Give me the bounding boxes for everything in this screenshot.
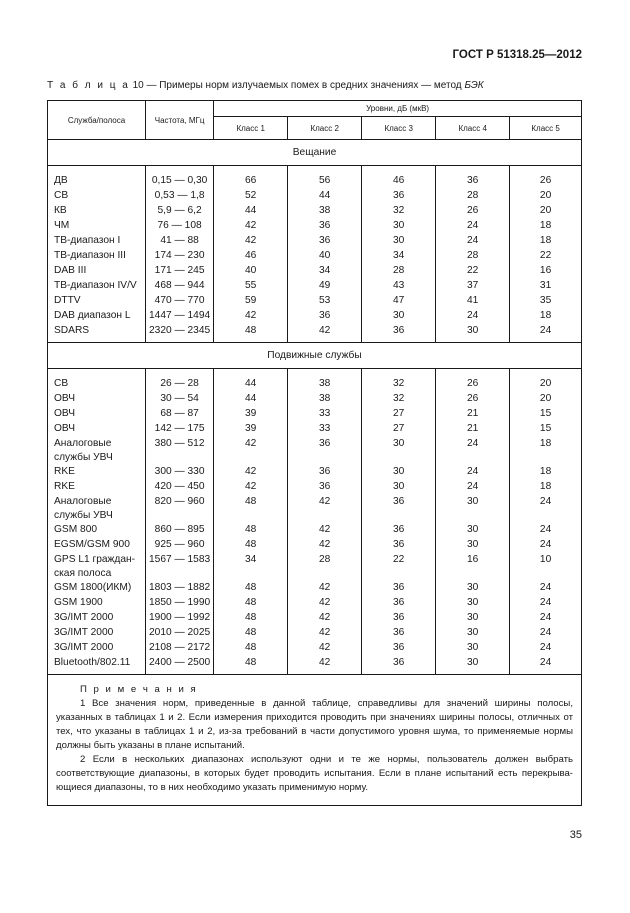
level-cell: 34: [214, 553, 288, 581]
level-cell: 26: [436, 204, 510, 219]
table-body: [48, 140, 582, 806]
level-cell: 52: [214, 189, 288, 204]
level-cell: 36: [436, 174, 510, 189]
level-cell: 48: [214, 538, 288, 553]
level-cell: 48: [214, 641, 288, 656]
table-row: [48, 294, 582, 309]
level-cell: 36: [362, 538, 436, 553]
table-row: [48, 596, 582, 611]
frequency-cell: 171 — 245: [146, 264, 214, 279]
spacer-cell: [362, 369, 436, 378]
spacer-cell: [510, 166, 582, 175]
spacer-cell: [214, 369, 288, 378]
table-row: [48, 422, 582, 437]
spacer-cell: [288, 166, 362, 175]
service-cell: 3G/IMT 2000: [48, 611, 146, 626]
service-cell: СВ: [48, 189, 146, 204]
table-row: [48, 538, 582, 553]
page-number: 35: [569, 829, 582, 841]
table-row: [48, 174, 582, 189]
spacer-cell: [362, 166, 436, 175]
level-cell: 36: [362, 523, 436, 538]
frequency-cell: 470 — 770: [146, 294, 214, 309]
level-cell: 36: [362, 641, 436, 656]
service-cell: ДВ: [48, 174, 146, 189]
level-cell: 42: [214, 309, 288, 324]
level-cell: 28: [362, 264, 436, 279]
level-cell: 42: [288, 324, 362, 343]
service-cell: КВ: [48, 204, 146, 219]
level-cell: 42: [288, 495, 362, 523]
level-cell: 36: [288, 309, 362, 324]
service-cell: 3G/IMT 2000: [48, 641, 146, 656]
table-row: [48, 641, 582, 656]
level-cell: 18: [510, 219, 582, 234]
level-cell: 55: [214, 279, 288, 294]
level-cell: 18: [510, 234, 582, 249]
level-cell: 34: [362, 249, 436, 264]
frequency-cell: 820 — 960: [146, 495, 214, 523]
level-cell: 40: [288, 249, 362, 264]
level-cell: 38: [288, 392, 362, 407]
level-cell: 26: [436, 377, 510, 392]
document-code: ГОСТ Р 51318.25—2012: [452, 49, 582, 61]
level-cell: 16: [510, 264, 582, 279]
level-cell: 42: [288, 523, 362, 538]
level-cell: 20: [510, 392, 582, 407]
level-cell: 30: [436, 656, 510, 675]
level-cell: 36: [362, 626, 436, 641]
level-cell: 33: [288, 422, 362, 437]
spacer-cell: [214, 166, 288, 175]
level-cell: 46: [214, 249, 288, 264]
frequency-cell: 30 — 54: [146, 392, 214, 407]
level-cell: 42: [214, 234, 288, 249]
level-cell: 24: [510, 495, 582, 523]
section-title: Вещание: [48, 140, 582, 166]
level-cell: 20: [510, 204, 582, 219]
header-levels: Уровни, дБ (мкВ): [214, 101, 582, 117]
level-cell: 24: [436, 309, 510, 324]
service-cell: DTTV: [48, 294, 146, 309]
level-cell: 30: [436, 495, 510, 523]
table-row: [48, 204, 582, 219]
level-cell: 30: [362, 465, 436, 480]
level-cell: 18: [510, 480, 582, 495]
level-cell: 21: [436, 422, 510, 437]
table-row: [48, 219, 582, 234]
service-cell: DAB диапазон L: [48, 309, 146, 324]
table-row: [48, 279, 582, 294]
table-row: [48, 234, 582, 249]
header-class: Класс 2: [288, 117, 362, 140]
level-cell: 48: [214, 495, 288, 523]
level-cell: 66: [214, 174, 288, 189]
level-cell: 15: [510, 422, 582, 437]
level-cell: 39: [214, 422, 288, 437]
level-cell: 34: [288, 264, 362, 279]
emission-limits-table: [47, 100, 582, 806]
level-cell: 22: [510, 249, 582, 264]
service-cell: ОВЧ: [48, 392, 146, 407]
frequency-cell: 68 — 87: [146, 407, 214, 422]
level-cell: 24: [436, 234, 510, 249]
level-cell: 18: [510, 309, 582, 324]
notes-row: [48, 675, 582, 806]
table-row: [48, 626, 582, 641]
level-cell: 40: [214, 264, 288, 279]
frequency-cell: 860 — 895: [146, 523, 214, 538]
spacer-cell: [288, 369, 362, 378]
level-cell: 32: [362, 392, 436, 407]
service-cell: GSM 1900: [48, 596, 146, 611]
level-cell: 18: [510, 465, 582, 480]
level-cell: 30: [436, 324, 510, 343]
level-cell: 33: [288, 407, 362, 422]
level-cell: 24: [436, 437, 510, 465]
service-cell: GSM 1800(ИКМ): [48, 581, 146, 596]
level-cell: 42: [214, 437, 288, 465]
level-cell: 26: [436, 392, 510, 407]
frequency-cell: 420 — 450: [146, 480, 214, 495]
level-cell: 24: [510, 581, 582, 596]
level-cell: 18: [510, 437, 582, 465]
level-cell: 44: [214, 204, 288, 219]
table-row: [48, 495, 582, 523]
section-header: [48, 140, 582, 166]
service-cell: GSM 800: [48, 523, 146, 538]
service-cell: SDARS: [48, 324, 146, 343]
table-row: [48, 437, 582, 465]
level-cell: 43: [362, 279, 436, 294]
level-cell: 41: [436, 294, 510, 309]
level-cell: 20: [510, 377, 582, 392]
level-cell: 22: [436, 264, 510, 279]
level-cell: 10: [510, 553, 582, 581]
level-cell: 32: [362, 377, 436, 392]
service-cell: Аналоговые службы УВЧ: [48, 495, 146, 523]
level-cell: 24: [436, 219, 510, 234]
level-cell: 36: [288, 437, 362, 465]
caption-prefix: Т а б л и ц а: [47, 80, 130, 91]
service-cell: GPS L1 граждан-ская полоса: [48, 553, 146, 581]
note-item: 2 Если в нескольких диапазонах используют одни и те же нормы, пользователь должен выбрать соответствующие диапазоны, в которых будет проводить испытания. Если в плане испытаний есть перекрыва-ющиеся диапазоны, то в них необходимо указать применимую норму.: [56, 754, 573, 793]
frequency-cell: 2108 — 2172: [146, 641, 214, 656]
frequency-cell: 925 — 960: [146, 538, 214, 553]
table-row: [48, 553, 582, 581]
level-cell: 48: [214, 626, 288, 641]
frequency-cell: 1850 — 1990: [146, 596, 214, 611]
level-cell: 22: [362, 553, 436, 581]
frequency-cell: 0,15 — 0,30: [146, 174, 214, 189]
level-cell: 42: [288, 656, 362, 675]
level-cell: 30: [362, 437, 436, 465]
level-cell: 20: [510, 189, 582, 204]
level-cell: 30: [362, 480, 436, 495]
spacer-row: [48, 166, 582, 175]
header-class: Класс 4: [436, 117, 510, 140]
table-row: [48, 249, 582, 264]
level-cell: 24: [510, 626, 582, 641]
level-cell: 30: [436, 611, 510, 626]
service-cell: DAB III: [48, 264, 146, 279]
caption-method: БЭК: [464, 80, 484, 91]
level-cell: 24: [510, 523, 582, 538]
level-cell: 24: [510, 656, 582, 675]
level-cell: 30: [436, 523, 510, 538]
service-cell: RKE: [48, 465, 146, 480]
level-cell: 31: [510, 279, 582, 294]
note-item: 1 Все значения норм, приведенные в данной таблице, справедливы для значений ширины полосы, указанных в таблицах 1 и 2. Если измерения приходится проводить при значениях ширины полосы, отличных от тех, что указаны в таблицах 1 и 2, из-за требований в части допустимого уровня шума, то применяемые нормы должны быть указаны в плане испытаний.: [56, 698, 573, 751]
level-cell: 28: [436, 189, 510, 204]
level-cell: 42: [214, 465, 288, 480]
service-cell: Bluetooth/802.11: [48, 656, 146, 675]
level-cell: 42: [214, 219, 288, 234]
caption-text: 10 — Примеры норм излучаемых помех в средних значениях — метод: [132, 80, 462, 91]
level-cell: 36: [288, 219, 362, 234]
frequency-cell: 41 — 88: [146, 234, 214, 249]
level-cell: 42: [288, 596, 362, 611]
spacer-row: [48, 369, 582, 378]
level-cell: 32: [362, 204, 436, 219]
spacer-cell: [146, 166, 214, 175]
level-cell: 48: [214, 581, 288, 596]
level-cell: 46: [362, 174, 436, 189]
level-cell: 24: [510, 324, 582, 343]
service-cell: Аналоговые службы УВЧ: [48, 437, 146, 465]
level-cell: 36: [288, 465, 362, 480]
level-cell: 15: [510, 407, 582, 422]
header-class: Класс 3: [362, 117, 436, 140]
level-cell: 16: [436, 553, 510, 581]
frequency-cell: 1803 — 1882: [146, 581, 214, 596]
frequency-cell: 26 — 28: [146, 377, 214, 392]
level-cell: 44: [214, 377, 288, 392]
service-cell: EGSM/GSM 900: [48, 538, 146, 553]
spacer-cell: [436, 369, 510, 378]
level-cell: 48: [214, 611, 288, 626]
header-class: Класс 1: [214, 117, 288, 140]
table-row: [48, 465, 582, 480]
table-row: [48, 581, 582, 596]
service-cell: 3G/IMT 2000: [48, 626, 146, 641]
level-cell: 42: [288, 611, 362, 626]
level-cell: 36: [362, 596, 436, 611]
level-cell: 36: [362, 324, 436, 343]
frequency-cell: 1567 — 1583: [146, 553, 214, 581]
level-cell: 24: [510, 641, 582, 656]
table-caption: [47, 80, 484, 91]
level-cell: 27: [362, 422, 436, 437]
level-cell: 28: [436, 249, 510, 264]
section-title: Подвижные службы: [48, 343, 582, 369]
service-cell: ЧМ: [48, 219, 146, 234]
level-cell: 36: [288, 480, 362, 495]
level-cell: 30: [436, 596, 510, 611]
level-cell: 36: [362, 495, 436, 523]
level-cell: 49: [288, 279, 362, 294]
frequency-cell: 1900 — 1992: [146, 611, 214, 626]
level-cell: 30: [436, 641, 510, 656]
level-cell: 30: [362, 219, 436, 234]
spacer-cell: [436, 166, 510, 175]
level-cell: 48: [214, 324, 288, 343]
frequency-cell: 380 — 512: [146, 437, 214, 465]
level-cell: 26: [510, 174, 582, 189]
table-row: [48, 324, 582, 343]
service-cell: RKE: [48, 480, 146, 495]
frequency-cell: 468 — 944: [146, 279, 214, 294]
level-cell: 48: [214, 656, 288, 675]
spacer-cell: [146, 369, 214, 378]
level-cell: 37: [436, 279, 510, 294]
frequency-cell: 0,53 — 1,8: [146, 189, 214, 204]
level-cell: 36: [288, 234, 362, 249]
frequency-cell: 2400 — 2500: [146, 656, 214, 675]
table-row: [48, 523, 582, 538]
frequency-cell: 5,9 — 6,2: [146, 204, 214, 219]
level-cell: 38: [288, 204, 362, 219]
frequency-cell: 300 — 330: [146, 465, 214, 480]
service-cell: ТВ-диапазон III: [48, 249, 146, 264]
frequency-cell: 2320 — 2345: [146, 324, 214, 343]
level-cell: 53: [288, 294, 362, 309]
level-cell: 35: [510, 294, 582, 309]
level-cell: 36: [362, 189, 436, 204]
level-cell: 27: [362, 407, 436, 422]
level-cell: 42: [288, 538, 362, 553]
level-cell: 24: [510, 596, 582, 611]
service-cell: ОВЧ: [48, 407, 146, 422]
level-cell: 24: [510, 611, 582, 626]
table-row: [48, 264, 582, 279]
notes-cell: [48, 675, 582, 806]
level-cell: 36: [362, 611, 436, 626]
frequency-cell: 142 — 175: [146, 422, 214, 437]
level-cell: 56: [288, 174, 362, 189]
level-cell: 48: [214, 596, 288, 611]
table-row: [48, 611, 582, 626]
service-cell: ТВ-диапазон IV/V: [48, 279, 146, 294]
service-cell: ТВ-диапазон I: [48, 234, 146, 249]
level-cell: 24: [436, 465, 510, 480]
level-cell: 30: [362, 309, 436, 324]
table-row: [48, 407, 582, 422]
level-cell: 44: [288, 189, 362, 204]
level-cell: 21: [436, 407, 510, 422]
level-cell: 42: [214, 480, 288, 495]
level-cell: 24: [436, 480, 510, 495]
level-cell: 28: [288, 553, 362, 581]
table-row: [48, 309, 582, 324]
level-cell: 30: [436, 626, 510, 641]
level-cell: 24: [510, 538, 582, 553]
level-cell: 42: [288, 641, 362, 656]
header-service: Служба/полоса: [48, 101, 146, 140]
notes-title: П р и м е ч а н и я: [80, 684, 198, 695]
level-cell: 44: [214, 392, 288, 407]
level-cell: 39: [214, 407, 288, 422]
level-cell: 30: [436, 538, 510, 553]
header-frequency: Частота, МГц: [146, 101, 214, 140]
frequency-cell: 2010 — 2025: [146, 626, 214, 641]
frequency-cell: 174 — 230: [146, 249, 214, 264]
level-cell: 42: [288, 626, 362, 641]
level-cell: 38: [288, 377, 362, 392]
spacer-cell: [48, 166, 146, 175]
table-row: [48, 392, 582, 407]
table-row: [48, 480, 582, 495]
level-cell: 48: [214, 523, 288, 538]
level-cell: 30: [436, 581, 510, 596]
table-row: [48, 189, 582, 204]
table-row: [48, 656, 582, 675]
spacer-cell: [510, 369, 582, 378]
frequency-cell: 76 — 108: [146, 219, 214, 234]
spacer-cell: [48, 369, 146, 378]
table-row: [48, 377, 582, 392]
service-cell: ОВЧ: [48, 422, 146, 437]
level-cell: 47: [362, 294, 436, 309]
level-cell: 36: [362, 656, 436, 675]
service-cell: СВ: [48, 377, 146, 392]
level-cell: 42: [288, 581, 362, 596]
frequency-cell: 1447 — 1494: [146, 309, 214, 324]
level-cell: 30: [362, 234, 436, 249]
section-header: [48, 343, 582, 369]
level-cell: 59: [214, 294, 288, 309]
header-class: Класс 5: [510, 117, 582, 140]
level-cell: 36: [362, 581, 436, 596]
